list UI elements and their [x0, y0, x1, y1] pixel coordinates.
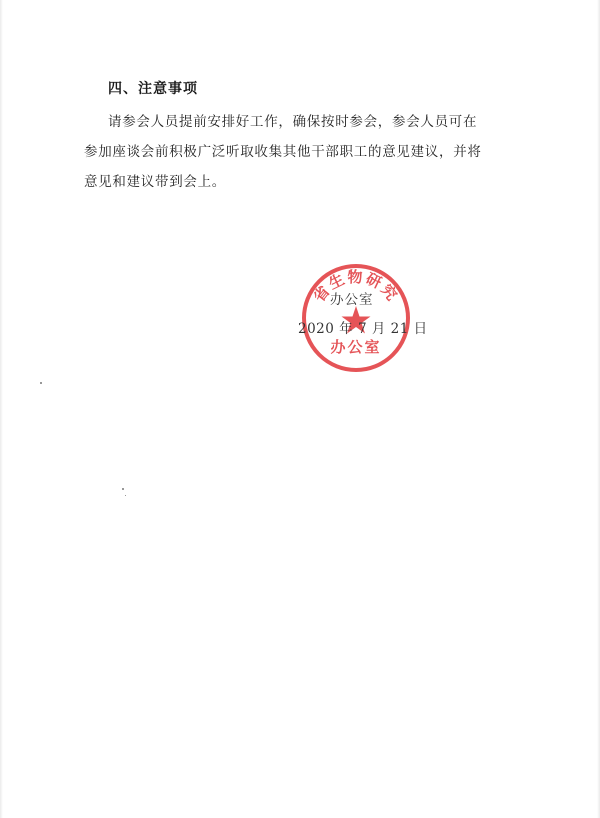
scan-speck: [125, 495, 126, 496]
paragraph-line-1: 请参会人员提前安排好工作，确保按时参会，参会人员可在: [108, 114, 478, 130]
signature-date: 2020 年 7 月 21 日: [298, 321, 428, 337]
scan-speck: [40, 382, 42, 384]
signature-office: 办公室: [330, 292, 374, 308]
scan-speck: [122, 488, 124, 490]
seal-arc-text: 省生物研究: [310, 268, 402, 306]
paragraph-line-3: 意见和建议带到会上。: [84, 174, 226, 190]
section-heading: 四、注意事项: [108, 81, 198, 97]
paragraph-line-2: 参加座谈会前积极广泛听取收集其他干部职工的意见建议，并将: [84, 144, 482, 160]
seal-bottom-text: 办公室: [330, 338, 382, 356]
